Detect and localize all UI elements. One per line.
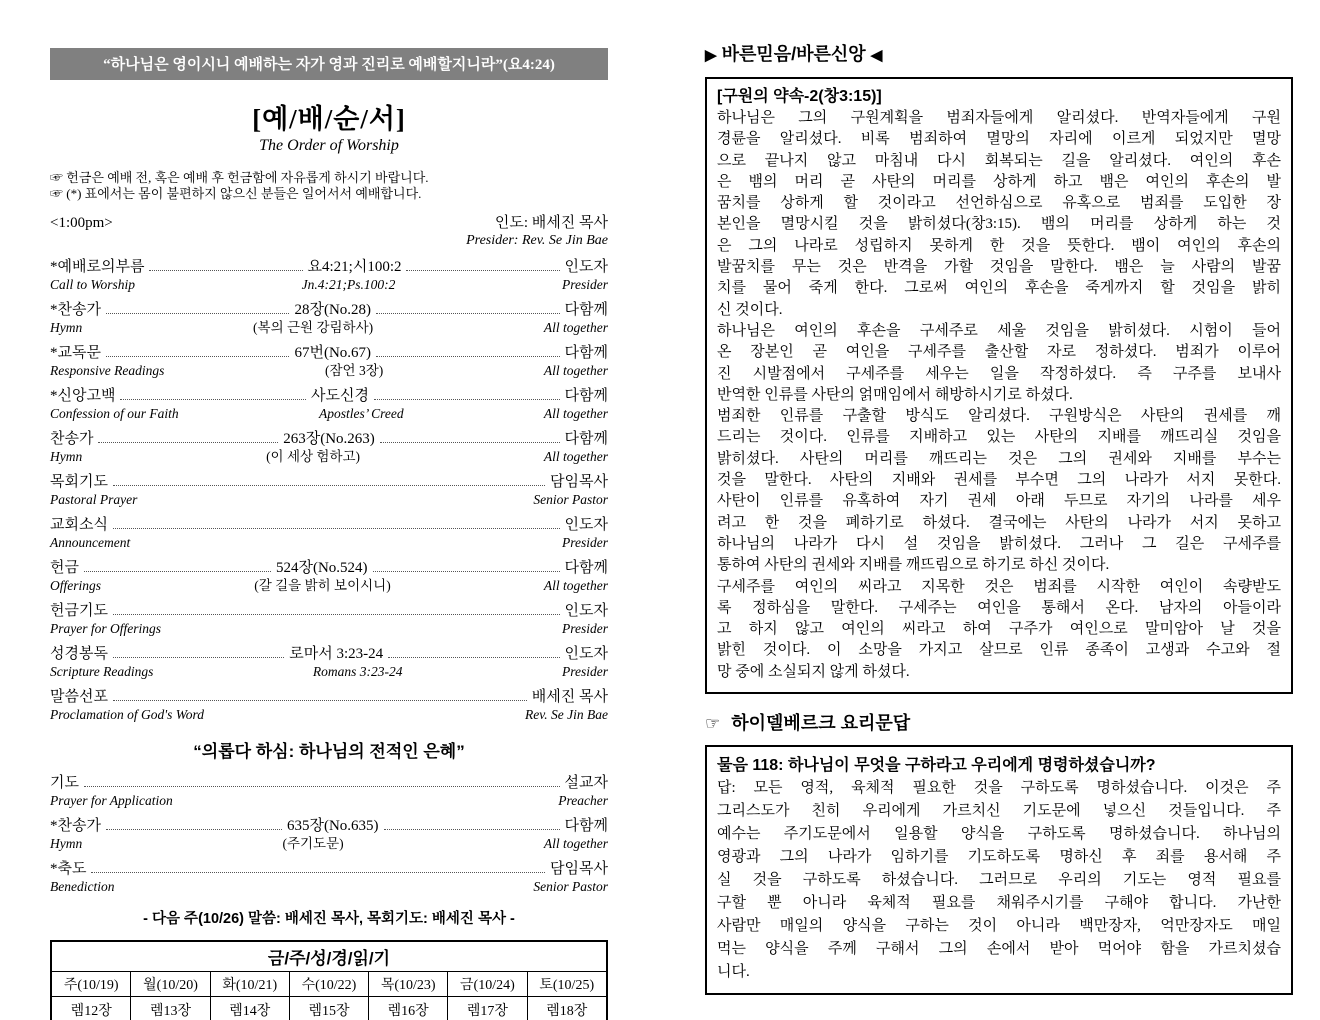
order-item-name: 성경봉독	[50, 646, 108, 662]
table-value-cell: 렘18장	[527, 997, 607, 1020]
next-week-note: - 다음 주(10/26) 말씀: 배세진 목사, 목회기도: 배세진 목사 -	[143, 911, 515, 927]
dotted-leader	[376, 313, 559, 314]
order-item-name: *찬송가	[50, 302, 101, 318]
text-line: 구할 뿐 아니라 육체적 필요를 채워주시기를 구해야 합니다. 가난한	[717, 895, 1281, 912]
order-item-line2	[50, 449, 608, 465]
order-item-name: *예배로의부름	[50, 259, 145, 275]
text-line: 반역한 인류를 사탄의 얽매임에서 해방하시기로 하셨다.	[717, 386, 1073, 403]
text-line: 밝히셨다. 사탄의 머리를 깨뜨리는 것은 그의 권세와 지배를 부수는	[717, 450, 1281, 467]
order-item-role-english: All together	[543, 449, 608, 464]
service-time-row	[50, 215, 608, 249]
catechism-box	[705, 745, 1293, 995]
text-line: 발꿈치를 무는 것은 반격을 가할 것임을 말한다. 뱀은 늘 사람의 발꿈	[717, 259, 1281, 276]
order-item-line2	[50, 879, 608, 895]
page-title-korean: [예/배/순/서]	[252, 104, 406, 134]
order-item-line1	[50, 645, 608, 664]
order-item-role: 인도자	[564, 646, 608, 662]
order-item-name: 교회소식	[50, 517, 108, 533]
weekly-bible-reading-table	[50, 940, 608, 1020]
pointing-hand-icon: ☞	[705, 714, 721, 734]
order-list	[50, 258, 608, 895]
order-item-role-english: Senior Pastor	[533, 492, 608, 507]
text-line: 것을 말한다. 사탄의 지배와 권세를 부수면 그의 나라가 서지 못한다.	[717, 472, 1281, 489]
order-item-role: 인도자	[564, 603, 608, 619]
order-item-name-english: Proclamation of God's Word	[50, 707, 205, 722]
order-item-line1	[50, 387, 608, 406]
text-line: 답: 모든 영적, 육체적 필요한 것을 구하도록 명하셨습니다. 이것은 주	[717, 780, 1281, 797]
order-item-line2	[50, 320, 608, 336]
text-line: 사탄이 인류를 유혹하여 자기 권세 아래 두므로 자기의 나라를 세우	[717, 493, 1281, 510]
table-value-cell: 렘12장	[51, 997, 131, 1020]
order-item-line1	[50, 516, 608, 535]
order-item-line1	[50, 301, 608, 320]
order-item-line1	[50, 688, 608, 707]
dotted-leader	[373, 571, 560, 572]
dotted-leader	[406, 270, 559, 271]
order-item	[50, 430, 608, 465]
order-item-line2	[50, 707, 608, 723]
table-title-row	[51, 941, 607, 972]
pointing-hand-icon: ☞	[50, 170, 67, 185]
order-item-name-english: Prayer for Application	[50, 793, 173, 808]
catechism-question: 물음 118: 하나님이 무엇을 구하라고 우리에게 명령하셨습니까?	[717, 757, 1156, 775]
order-item-role: 담임목사	[550, 861, 608, 877]
service-time: <1:00pm>	[50, 215, 113, 231]
order-item-name-english: Scripture Readings	[50, 664, 154, 679]
order-item-line1	[50, 430, 608, 449]
table-header-cell: 월(10/20)	[131, 972, 210, 997]
dotted-leader	[113, 700, 527, 701]
order-item-role: 설교자	[564, 775, 608, 791]
order-item-line1	[50, 559, 608, 578]
presider-block	[466, 215, 608, 249]
order-item-name-english: Confession of our Faith	[50, 406, 179, 421]
table-header-cell: 주(10/19)	[51, 972, 131, 997]
text-line: 드리는 것이다. 인류를 지배하고 있는 사탄의 지배를 깨뜨리실 것임을	[717, 429, 1281, 446]
text-line: 신 것이다.	[717, 301, 783, 318]
text-line: 하나님의 나라가 다시 설 것임을 밝히셨다. 그러나 그 길은 구세주를	[717, 535, 1281, 552]
right-faith-header-label: 바른믿음/바른신앙	[721, 44, 866, 64]
order-item	[50, 516, 608, 551]
order-item-content: 67번(No.67)	[294, 345, 372, 361]
text-line: 은 뱀의 머리 곧 사탄의 머리를 상하게 하고 뱀은 여인의 후손의 발	[717, 173, 1281, 190]
order-item	[50, 602, 608, 637]
dotted-leader	[106, 313, 289, 314]
salvation-promise-title: [구원의 약속-2(창3:15)]	[717, 88, 882, 105]
text-line: 으로 끝나지 않고 마침내 다시 회복되는 길을 알리셨다. 여인의 후손	[717, 152, 1281, 169]
text-line: 은 그의 나라로 성립하지 못하게 한 것을 뜻한다. 뱀이 여인의 후손의	[717, 237, 1281, 254]
order-item-line1	[50, 860, 608, 879]
text-line: 치를 물어 죽게 한다. 그로써 여인의 후손을 죽게까지 할 것임을 밝히	[717, 280, 1281, 297]
order-item-line2	[50, 277, 608, 293]
text-line: 구세주를 여인의 씨라고 지목한 것은 범죄를 시작한 여인이 속량받도	[717, 578, 1281, 595]
table-header-cell: 화(10/21)	[210, 972, 289, 997]
text-line: 밝힌 것이다. 이 소망을 가지고 살므로 인류 종족이 고생과 수고와 절	[717, 642, 1281, 659]
note-line	[50, 170, 608, 186]
dotted-leader	[113, 485, 545, 486]
order-item-name-english: Prayer for Offerings	[50, 621, 161, 636]
order-item-name: 기도	[50, 775, 79, 791]
order-item-name: *축도	[50, 861, 87, 877]
order-item-name: 찬송가	[50, 431, 94, 447]
right-faith-header	[705, 40, 1293, 66]
text-line: 하나님은 여인의 후손을 구세주로 세울 것임을 밝히셨다. 시험이 들어	[717, 322, 1281, 339]
order-item-line1	[50, 602, 608, 621]
table-header-cell: 수(10/22)	[289, 972, 368, 997]
table-header-cell: 목(10/23)	[369, 972, 448, 997]
text-line: 진 시발점에서 구세주를 세우는 일을 작정하셨다. 즉 구주를 보내사	[717, 365, 1281, 382]
dotted-leader	[388, 657, 559, 658]
table-value-cell: 렘13장	[131, 997, 210, 1020]
left-triangle-icon: ◀	[870, 47, 883, 64]
order-item-content-line2: (갈 길을 밝히 보이시니)	[254, 578, 391, 593]
text-line: 본인을 멸망시킬 것을 밝히셨다(창3:15). 뱀의 머리를 상하게 하는 것	[717, 216, 1281, 233]
presider-korean: 인도: 배세진 목사	[494, 215, 608, 231]
order-item	[50, 387, 608, 422]
dotted-leader	[106, 356, 289, 357]
text-line: 먹는 양식을 주께 구해서 그의 손에서 받아 먹어야 함을 가르치셨습	[717, 941, 1281, 958]
pointing-hand-icon: ☞	[50, 186, 67, 201]
text-line: 통하여 사탄의 권세와 지배를 깨뜨림으로 하기로 하신 것이다.	[717, 557, 1110, 574]
order-item-role: 다함께	[564, 302, 609, 318]
order-item-line2	[50, 363, 608, 379]
order-item	[50, 645, 608, 680]
order-item-role-english: Preacher	[558, 793, 608, 808]
order-item-line2	[50, 793, 608, 809]
order-item-line2	[50, 492, 608, 508]
order-item-name-english: Responsive Readings	[50, 363, 165, 378]
right-triangle-icon: ▶	[705, 47, 717, 64]
order-item-name: *교독문	[50, 345, 101, 361]
text-line: 꿈치를 상하게 할 것이라고 선언하심으로 유혹으로 범죄를 도입한 장	[717, 195, 1281, 212]
order-item-name-english: Pastoral Prayer	[50, 492, 138, 507]
text-line: 그리스도가 친히 우리에게 가르치신 기도문에 넣으신 것들입니다. 주	[717, 803, 1281, 820]
order-item-content: 요4:21;시100:2	[307, 259, 402, 275]
order-item	[50, 258, 608, 293]
order-item-name-english: Offerings	[50, 578, 102, 593]
table-value-cell: 렘16장	[369, 997, 448, 1020]
table-value-cell: 렘17장	[448, 997, 527, 1020]
salvation-promise-box	[705, 77, 1293, 694]
dotted-leader	[380, 442, 560, 443]
order-item-role-english: Senior Pastor	[533, 879, 608, 894]
order-item-line1	[50, 344, 608, 363]
order-item-line2	[50, 535, 608, 551]
order-item-name: *찬송가	[50, 818, 101, 834]
order-item	[50, 774, 608, 809]
dotted-leader	[120, 399, 306, 400]
dotted-leader	[84, 571, 271, 572]
order-item-content-line2: Jn.4:21;Ps.100:2	[301, 277, 396, 292]
text-line: 영광과 그의 나라가 임하기를 기도하도록 명하신 후 죄를 용서해 주	[717, 849, 1281, 866]
order-item-content-line2: (주기도문)	[282, 836, 344, 851]
order-item-line1	[50, 258, 608, 277]
order-item-content: 635장(No.635)	[286, 818, 379, 834]
order-item-content: 524장(No.524)	[275, 560, 368, 576]
dotted-leader	[106, 829, 282, 830]
order-item-content-line2: Apostles’ Creed	[318, 406, 404, 421]
order-item-role-english: All together	[543, 836, 608, 851]
text-line: 실 것을 구하도록 하셨습니다. 그러므로 우리의 기도는 영적 필요를	[717, 872, 1281, 889]
order-item-role-english: All together	[543, 578, 609, 593]
dotted-leader	[113, 614, 560, 615]
order-item-role: 담임목사	[550, 474, 608, 490]
dotted-leader	[113, 528, 560, 529]
order-item-name: 말씀선포	[50, 689, 108, 705]
order-item-line1	[50, 817, 608, 836]
order-item-name: 헌금	[50, 560, 79, 576]
text-line: 사람만 매일의 양식을 구하는 것이 아니라 백만장자, 억만장자도 매일	[717, 918, 1281, 935]
table-header-cell: 토(10/25)	[527, 972, 607, 997]
order-item-role: 인도자	[564, 259, 609, 275]
order-item-role-english: Rev. Se Jin Bae	[525, 707, 608, 722]
order-item-role: 다함께	[564, 388, 609, 404]
order-item-line2	[50, 578, 608, 594]
note-line	[50, 186, 608, 202]
table-header-cell: 금(10/24)	[448, 972, 527, 997]
text-line: 니다.	[717, 964, 750, 981]
order-item-line2	[50, 621, 608, 637]
order-item-content-line2: (복의 근원 강림하사)	[253, 320, 374, 335]
text-line: 망 중에 소실되지 않게 하셨다.	[717, 663, 910, 680]
order-item	[50, 860, 608, 895]
order-item-role: 다함께	[564, 818, 609, 834]
order-item-line2	[50, 836, 608, 852]
order-item-line1	[50, 473, 608, 492]
table-header-row	[51, 972, 607, 997]
table-row	[51, 997, 607, 1020]
dotted-leader	[98, 442, 278, 443]
dotted-leader	[149, 270, 302, 271]
order-item-line1	[50, 774, 608, 793]
order-item-content-line2: (이 세상 험하고)	[266, 449, 361, 464]
order-item-role-english: All together	[543, 406, 609, 421]
dotted-leader	[384, 829, 560, 830]
order-item-name-english: Announcement	[50, 535, 131, 550]
order-item-role-english: All together	[543, 363, 609, 378]
text-line: 록 정하심을 말한다. 구세주는 여인을 통해서 온다. 남자의 아들이라	[717, 599, 1281, 616]
order-item-role: 다함께	[564, 560, 609, 576]
order-item-line2	[50, 406, 608, 422]
weekly-bible-reading-body	[51, 941, 607, 1020]
table-value-cell: 렘15장	[289, 997, 368, 1020]
order-item-content: 263장(No.263)	[283, 431, 375, 447]
order-item-role-english: Presider	[562, 621, 608, 636]
catechism-answer-body	[717, 777, 1281, 984]
table-title: 금/주/성/경/읽/기	[51, 941, 607, 972]
order-item-line2	[50, 664, 608, 680]
order-item-role-english: All together	[543, 320, 609, 335]
order-item-content: 사도신경	[311, 388, 369, 404]
order-item-role-english: Presider	[562, 277, 609, 292]
order-item-content-line2: Romans 3:23-24	[312, 664, 403, 679]
order-item	[50, 688, 608, 723]
text-line: 고 하지 않고 여인의 씨라고 하여 구주가 여인으로 말미암아 날 것을	[717, 621, 1281, 638]
note-text: 헌금은 예배 전, 혹은 예배 후 헌금함에 자유롭게 하시기 바랍니다.	[66, 170, 429, 185]
presider-english: Presider: Rev. Se Jin Bae	[466, 233, 608, 248]
order-item-name-english: Benediction	[50, 879, 115, 894]
order-item-role-english: Presider	[562, 535, 608, 550]
scripture-banner: “하나님은 영이시니 예배하는 자가 영과 진리로 예배할지니라”(요4:24)	[50, 48, 608, 80]
order-item-name: 목회기도	[50, 474, 108, 490]
order-item	[50, 817, 608, 852]
catechism-header-label: 하이델베르크 요리문답	[731, 713, 911, 734]
dotted-leader	[374, 399, 560, 400]
notes	[50, 170, 608, 202]
order-of-worship-column	[50, 48, 608, 1020]
order-item-role: 다함께	[564, 345, 609, 361]
page-title-english: The Order of Worship	[259, 137, 399, 154]
teaching-column	[705, 40, 1293, 995]
order-item-name: 헌금기도	[50, 603, 108, 619]
text-line: 하나님은 그의 구원계획을 범죄자들에게 알리셨다. 반역자들에게 구원	[717, 110, 1281, 126]
order-item-role-english: Presider	[562, 664, 609, 679]
order-item-content-line2: (잠언 3장)	[325, 363, 384, 378]
dotted-leader	[113, 657, 284, 658]
order-item	[50, 344, 608, 379]
order-item-content: 로마서 3:23-24	[289, 646, 384, 662]
order-item	[50, 559, 608, 594]
order-item-name-english: Hymn	[50, 449, 83, 464]
text-line: 예수는 주기도문에서 일용할 양식을 구하도록 명하셨습니다. 하나님의	[717, 826, 1281, 843]
order-item	[50, 301, 608, 336]
order-item-role: 인도자	[564, 517, 608, 533]
catechism-header	[705, 709, 1293, 735]
salvation-promise-body	[717, 108, 1281, 683]
table-value-cell: 렘14장	[210, 997, 289, 1020]
order-item-name-english: Hymn	[50, 836, 83, 851]
dotted-leader	[91, 872, 545, 873]
text-line: 온 장본인 곧 여인을 구세주를 출산할 자로 정하셨다. 범죄가 이루어	[717, 344, 1281, 361]
order-item-name-english: Call to Worship	[50, 277, 136, 292]
order-item-name-english: Hymn	[50, 320, 83, 335]
sermon-title: “의롭다 하심: 하나님의 전적인 은혜”	[193, 742, 465, 761]
order-item-role: 배세진 목사	[531, 689, 608, 705]
order-item	[50, 473, 608, 508]
note-text: (*) 표에서는 몸이 불편하지 않으신 분들은 일어서서 예배합니다.	[66, 186, 422, 201]
text-line: 경륜을 알리셨다. 비록 범죄하여 멸망의 자리에 이르게 되었지만 멸망	[717, 131, 1281, 148]
order-item-name: *신앙고백	[50, 388, 116, 404]
text-line: 려고 한 것을 폐하기로 하셨다. 결국에는 사탄의 나라가 서지 못하고	[717, 514, 1281, 531]
dotted-leader	[84, 786, 560, 787]
order-item-content: 28장(No.28)	[294, 302, 372, 318]
order-item-role: 다함께	[564, 431, 609, 447]
text-line: 범죄한 인류를 구출할 방식도 알리셨다. 구원방식은 사탄의 권세를 깨	[717, 408, 1281, 425]
dotted-leader	[376, 356, 559, 357]
